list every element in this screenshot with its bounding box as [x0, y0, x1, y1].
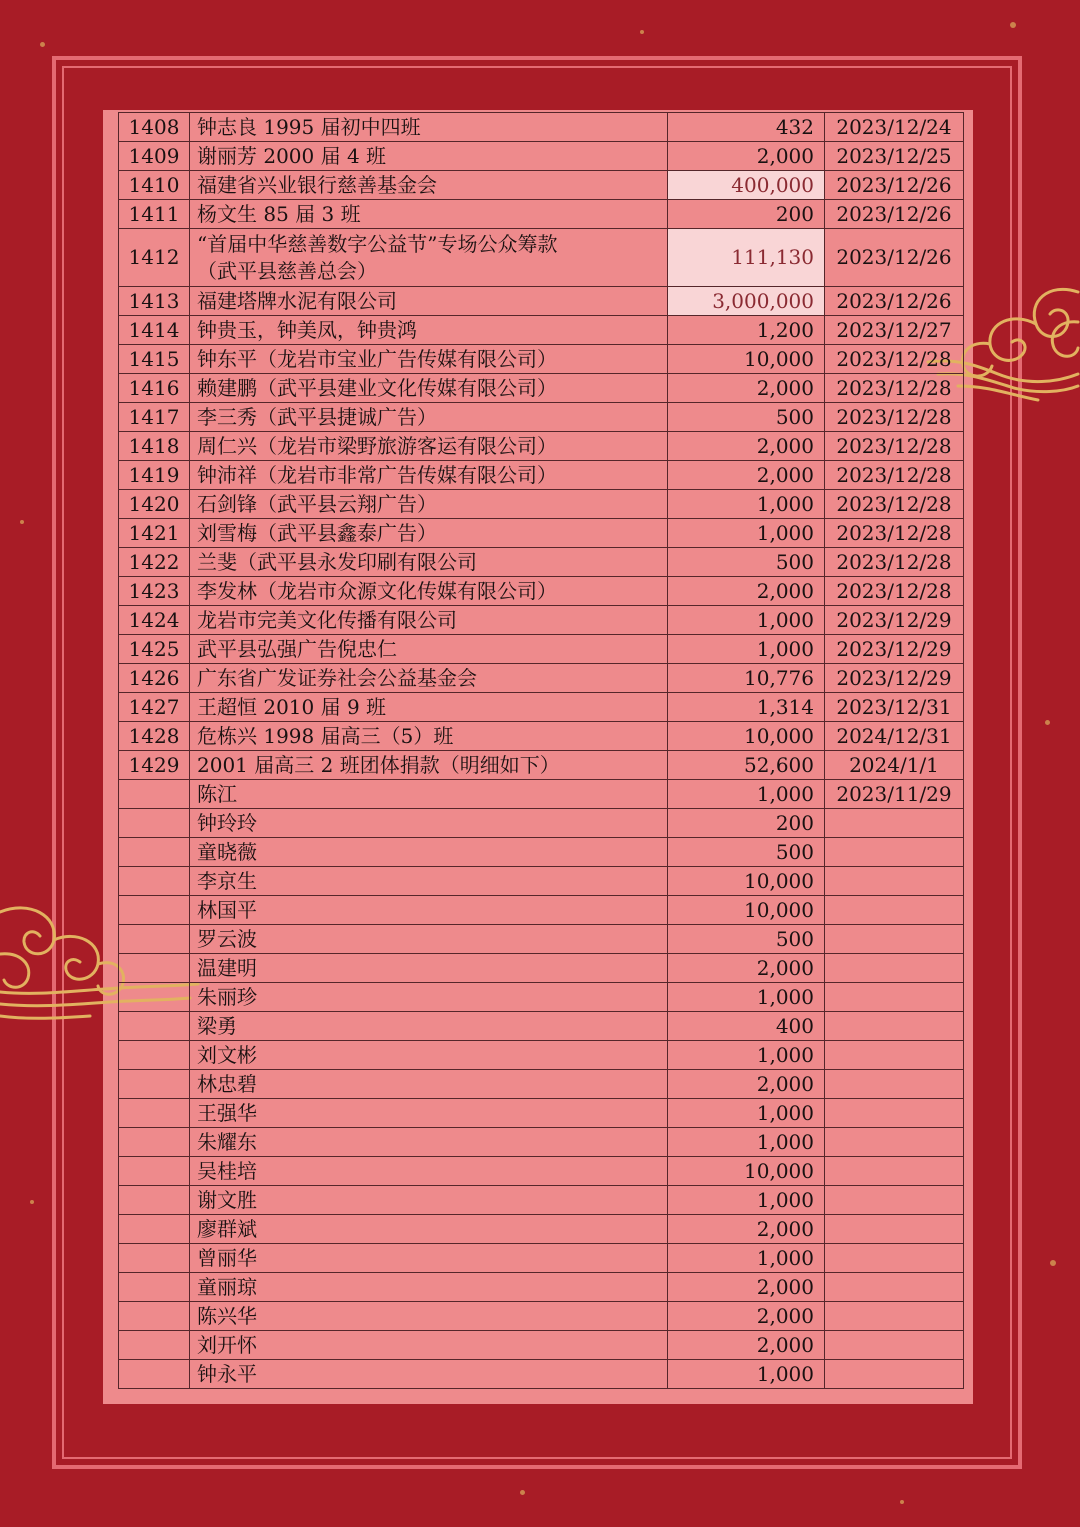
amount-cell: 1,000 [668, 1041, 825, 1070]
date-cell: 2023/12/29 [825, 606, 964, 635]
record-number-cell: 1408 [119, 113, 190, 142]
donor-name-text: 李三秀（武平县捷诚广告） [197, 405, 437, 429]
table-row [119, 171, 964, 200]
donor-name-cell [190, 316, 668, 345]
donation-table [118, 112, 964, 1389]
donor-name-cell [190, 1215, 668, 1244]
donor-name-cell [190, 403, 668, 432]
date-cell: 2023/12/28 [825, 490, 964, 519]
record-number-cell [119, 925, 190, 954]
date-cell [825, 1041, 964, 1070]
record-number-cell [119, 1360, 190, 1389]
donor-name-text: 吴桂培 [197, 1159, 257, 1183]
table-row [119, 1157, 964, 1186]
date-cell: 2024/12/31 [825, 722, 964, 751]
date-cell: 2023/12/28 [825, 403, 964, 432]
record-number-cell [119, 1273, 190, 1302]
table-row [119, 809, 964, 838]
donor-name-cell [190, 664, 668, 693]
record-number-cell: 1409 [119, 142, 190, 171]
donor-name-text: 李发林（龙岩市众源文化传媒有限公司） [197, 579, 557, 603]
donor-name-cell [190, 113, 668, 142]
record-number-cell: 1427 [119, 693, 190, 722]
table-row [119, 1186, 964, 1215]
amount-cell: 1,000 [668, 490, 825, 519]
date-cell [825, 1244, 964, 1273]
table-row [119, 1012, 964, 1041]
donor-name-text: 朱耀东 [197, 1130, 257, 1154]
date-cell: 2023/12/27 [825, 316, 964, 345]
donor-name-cell [190, 1331, 668, 1360]
table-row [119, 606, 964, 635]
date-cell [825, 925, 964, 954]
amount-cell: 2,000 [668, 954, 825, 983]
background-speck [20, 520, 24, 524]
background-speck [30, 1200, 34, 1204]
amount-cell: 500 [668, 925, 825, 954]
date-cell [825, 1215, 964, 1244]
donor-name-text: 钟东平（龙岩市宝业广告传媒有限公司） [197, 347, 557, 371]
donor-name-cell [190, 577, 668, 606]
amount-cell: 2,000 [668, 1215, 825, 1244]
date-cell: 2023/12/26 [825, 287, 964, 316]
amount-cell: 111,130 [668, 229, 825, 287]
background-speck [1010, 22, 1016, 28]
donor-name-cell [190, 519, 668, 548]
donor-name-cell [190, 1186, 668, 1215]
amount-cell: 1,000 [668, 635, 825, 664]
background-speck [1050, 1260, 1056, 1266]
table-row [119, 896, 964, 925]
record-number-cell [119, 1215, 190, 1244]
amount-cell: 52,600 [668, 751, 825, 780]
donor-name-cell [190, 722, 668, 751]
donor-name-cell [190, 1273, 668, 1302]
record-number-cell: 1422 [119, 548, 190, 577]
background-speck [900, 1500, 904, 1504]
donor-name-cell [190, 229, 668, 287]
amount-cell: 10,000 [668, 722, 825, 751]
table-row [119, 142, 964, 171]
amount-cell: 2,000 [668, 432, 825, 461]
table-row [119, 1331, 964, 1360]
amount-cell: 2,000 [668, 374, 825, 403]
donor-name-text: 廖群斌 [197, 1217, 257, 1241]
record-number-cell [119, 983, 190, 1012]
donor-name-text: 2001 届高三 2 班团体捐款（明细如下） [197, 753, 560, 777]
donor-name-text: 危栋兴 1998 届高三（5）班 [197, 724, 454, 748]
donor-name-text: 周仁兴（龙岩市梁野旅游客运有限公司） [197, 434, 557, 458]
donor-name-text: 谢文胜 [197, 1188, 257, 1212]
donor-name-text: 陈兴华 [197, 1304, 257, 1328]
date-cell: 2023/12/26 [825, 229, 964, 287]
record-number-cell: 1428 [119, 722, 190, 751]
date-cell: 2023/12/28 [825, 374, 964, 403]
date-cell: 2023/12/24 [825, 113, 964, 142]
donor-name-cell [190, 693, 668, 722]
donor-name-cell [190, 1070, 668, 1099]
record-number-cell [119, 809, 190, 838]
donor-name-text: 曾丽华 [197, 1246, 257, 1270]
donor-name-text: 钟贵玉，钟美凤，钟贵鸿 [197, 318, 417, 342]
amount-cell: 1,000 [668, 780, 825, 809]
record-number-cell: 1417 [119, 403, 190, 432]
amount-cell: 1,000 [668, 1099, 825, 1128]
donor-name-cell [190, 461, 668, 490]
record-number-cell: 1412 [119, 229, 190, 287]
record-number-cell [119, 1041, 190, 1070]
donor-name-cell [190, 1302, 668, 1331]
donor-name-text: 林忠碧 [197, 1072, 257, 1096]
donor-name-cell [190, 490, 668, 519]
donor-name-cell [190, 1012, 668, 1041]
amount-cell: 1,314 [668, 693, 825, 722]
table-row [119, 693, 964, 722]
amount-cell: 200 [668, 200, 825, 229]
background-speck [40, 42, 45, 47]
date-cell [825, 1099, 964, 1128]
table-row [119, 287, 964, 316]
table-row [119, 664, 964, 693]
amount-cell: 200 [668, 809, 825, 838]
date-cell: 2023/12/29 [825, 664, 964, 693]
donor-name-text: 王超恒 2010 届 9 班 [197, 695, 387, 719]
table-row [119, 577, 964, 606]
donor-name-cell [190, 838, 668, 867]
amount-cell: 10,000 [668, 867, 825, 896]
table-row [119, 461, 964, 490]
donor-name-cell [190, 287, 668, 316]
donor-name-text: 林国平 [197, 898, 257, 922]
donor-name-cell [190, 925, 668, 954]
table-row [119, 1302, 964, 1331]
donor-name-cell [190, 432, 668, 461]
date-cell [825, 1360, 964, 1389]
record-number-cell: 1429 [119, 751, 190, 780]
date-cell [825, 1157, 964, 1186]
table-row [119, 925, 964, 954]
donor-name-cell [190, 345, 668, 374]
amount-cell: 1,000 [668, 1186, 825, 1215]
donor-name-cell [190, 200, 668, 229]
table-row [119, 751, 964, 780]
table-row [119, 1128, 964, 1157]
record-number-cell: 1424 [119, 606, 190, 635]
background-speck [520, 1490, 525, 1495]
record-number-cell: 1416 [119, 374, 190, 403]
table-row [119, 229, 964, 287]
table-row [119, 490, 964, 519]
table-row [119, 403, 964, 432]
date-cell [825, 1273, 964, 1302]
record-number-cell: 1421 [119, 519, 190, 548]
amount-cell: 1,000 [668, 983, 825, 1012]
donor-name-cell [190, 867, 668, 896]
donor-name-cell [190, 1157, 668, 1186]
donor-name-cell [190, 954, 668, 983]
record-number-cell [119, 1070, 190, 1099]
donor-name-cell [190, 1099, 668, 1128]
donor-name-text: 龙岩市完美文化传播有限公司 [197, 608, 457, 632]
amount-cell: 1,000 [668, 1128, 825, 1157]
record-number-cell [119, 867, 190, 896]
date-cell [825, 954, 964, 983]
table-row [119, 1041, 964, 1070]
donor-name-cell [190, 1041, 668, 1070]
record-number-cell: 1426 [119, 664, 190, 693]
donor-name-text: 钟志良 1995 届初中四班 [197, 115, 421, 139]
table-row [119, 1215, 964, 1244]
donor-name-text: 兰斐（武平县永发印刷有限公司 [197, 550, 477, 574]
record-number-cell [119, 1302, 190, 1331]
donor-name-cell [190, 809, 668, 838]
background-speck [1045, 720, 1050, 725]
date-cell: 2023/12/31 [825, 693, 964, 722]
donor-name-text: 刘雪梅（武平县鑫泰广告） [197, 521, 437, 545]
donor-name-cell [190, 896, 668, 925]
table-row [119, 113, 964, 142]
record-number-cell: 1419 [119, 461, 190, 490]
record-number-cell: 1411 [119, 200, 190, 229]
record-number-cell [119, 1331, 190, 1360]
record-number-cell: 1420 [119, 490, 190, 519]
date-cell: 2023/12/25 [825, 142, 964, 171]
date-cell: 2023/12/28 [825, 548, 964, 577]
amount-cell: 432 [668, 113, 825, 142]
record-number-cell [119, 780, 190, 809]
donor-name-cell [190, 548, 668, 577]
donor-name-cell [190, 1128, 668, 1157]
donor-name-text: 王强华 [197, 1101, 257, 1125]
donor-name-subtext: （武平县慈善总会） [197, 258, 377, 283]
date-cell: 2023/11/29 [825, 780, 964, 809]
record-number-cell [119, 1186, 190, 1215]
date-cell: 2023/12/26 [825, 200, 964, 229]
amount-cell: 400,000 [668, 171, 825, 200]
date-cell [825, 1070, 964, 1099]
amount-cell: 3,000,000 [668, 287, 825, 316]
date-cell [825, 1331, 964, 1360]
donor-name-text: 石剑锋（武平县云翔广告） [197, 492, 437, 516]
record-number-cell [119, 1099, 190, 1128]
date-cell [825, 1012, 964, 1041]
table-row [119, 374, 964, 403]
donor-name-cell [190, 635, 668, 664]
donor-name-text: 谢丽芳 2000 届 4 班 [197, 144, 387, 168]
donor-name-cell [190, 1360, 668, 1389]
table-row [119, 1360, 964, 1389]
record-number-cell [119, 1157, 190, 1186]
donor-name-text: 钟永平 [197, 1362, 257, 1386]
date-cell [825, 983, 964, 1012]
amount-cell: 1,000 [668, 519, 825, 548]
record-number-cell: 1413 [119, 287, 190, 316]
date-cell: 2023/12/28 [825, 345, 964, 374]
date-cell: 2023/12/28 [825, 519, 964, 548]
date-cell [825, 1302, 964, 1331]
date-cell: 2024/1/1 [825, 751, 964, 780]
donor-name-text: 罗云波 [197, 927, 257, 951]
amount-cell: 1,200 [668, 316, 825, 345]
amount-cell: 2,000 [668, 1331, 825, 1360]
donor-name-text: 赖建鹏（武平县建业文化传媒有限公司） [197, 376, 557, 400]
amount-cell: 10,000 [668, 345, 825, 374]
date-cell [825, 1128, 964, 1157]
table-row [119, 780, 964, 809]
donor-name-cell [190, 142, 668, 171]
donor-name-text: 陈江 [197, 782, 237, 806]
date-cell [825, 809, 964, 838]
donor-name-text: 杨文生 85 届 3 班 [197, 202, 361, 226]
donor-name-text: 刘文彬 [197, 1043, 257, 1067]
table-row [119, 316, 964, 345]
record-number-cell: 1410 [119, 171, 190, 200]
amount-cell: 2,000 [668, 1070, 825, 1099]
donor-name-text: 梁勇 [197, 1014, 237, 1038]
record-number-cell: 1425 [119, 635, 190, 664]
table-row [119, 838, 964, 867]
donor-name-text: 福建省兴业银行慈善基金会 [197, 173, 437, 197]
donor-name-text: “首届中华慈善数字公益节”专场公众筹款 [197, 231, 558, 256]
amount-cell: 500 [668, 548, 825, 577]
table-row [119, 200, 964, 229]
record-number-cell [119, 896, 190, 925]
amount-cell: 2,000 [668, 461, 825, 490]
donor-name-cell [190, 171, 668, 200]
table-row [119, 548, 964, 577]
amount-cell: 10,000 [668, 1157, 825, 1186]
record-number-cell: 1418 [119, 432, 190, 461]
donor-name-text: 刘开怀 [197, 1333, 257, 1357]
record-number-cell [119, 1128, 190, 1157]
table-row [119, 519, 964, 548]
table-row [119, 722, 964, 751]
table-row [119, 1273, 964, 1302]
amount-cell: 2,000 [668, 577, 825, 606]
donor-name-text: 朱丽珍 [197, 985, 257, 1009]
donor-name-text: 童晓薇 [197, 840, 257, 864]
date-cell [825, 838, 964, 867]
donor-name-cell [190, 983, 668, 1012]
background-speck [640, 30, 644, 34]
table-row [119, 345, 964, 374]
date-cell: 2023/12/28 [825, 577, 964, 606]
amount-cell: 1,000 [668, 1244, 825, 1273]
record-number-cell [119, 954, 190, 983]
donor-name-text: 钟沛祥（龙岩市非常广告传媒有限公司） [197, 463, 557, 487]
table-row [119, 1099, 964, 1128]
table-row [119, 432, 964, 461]
amount-cell: 1,000 [668, 1360, 825, 1389]
date-cell: 2023/12/29 [825, 635, 964, 664]
donor-name-text: 李京生 [197, 869, 257, 893]
table-row [119, 867, 964, 896]
table-row [119, 635, 964, 664]
donor-name-text: 武平县弘强广告倪忠仁 [197, 637, 397, 661]
date-cell: 2023/12/26 [825, 171, 964, 200]
donor-name-cell [190, 751, 668, 780]
table-row [119, 1244, 964, 1273]
amount-cell: 2,000 [668, 1273, 825, 1302]
donor-name-cell [190, 606, 668, 635]
date-cell: 2023/12/28 [825, 461, 964, 490]
table-row [119, 954, 964, 983]
date-cell: 2023/12/28 [825, 432, 964, 461]
donor-name-cell [190, 1244, 668, 1273]
amount-cell: 500 [668, 838, 825, 867]
amount-cell: 2,000 [668, 1302, 825, 1331]
amount-cell: 10,776 [668, 664, 825, 693]
record-number-cell: 1414 [119, 316, 190, 345]
donor-name-text: 广东省广发证券社会公益基金会 [197, 666, 477, 690]
amount-cell: 2,000 [668, 142, 825, 171]
donor-name-cell [190, 780, 668, 809]
donor-name-cell [190, 374, 668, 403]
donor-name-text: 福建塔牌水泥有限公司 [197, 289, 397, 313]
record-number-cell: 1423 [119, 577, 190, 606]
record-number-cell [119, 838, 190, 867]
amount-cell: 500 [668, 403, 825, 432]
amount-cell: 10,000 [668, 896, 825, 925]
amount-cell: 1,000 [668, 606, 825, 635]
donor-name-text: 钟玲玲 [197, 811, 257, 835]
donor-name-text: 童丽琼 [197, 1275, 257, 1299]
date-cell [825, 1186, 964, 1215]
record-number-cell [119, 1012, 190, 1041]
record-number-cell [119, 1244, 190, 1273]
table-row [119, 1070, 964, 1099]
donor-name-text: 温建明 [197, 956, 257, 980]
amount-cell: 400 [668, 1012, 825, 1041]
date-cell [825, 867, 964, 896]
record-number-cell: 1415 [119, 345, 190, 374]
date-cell [825, 896, 964, 925]
table-row [119, 983, 964, 1012]
